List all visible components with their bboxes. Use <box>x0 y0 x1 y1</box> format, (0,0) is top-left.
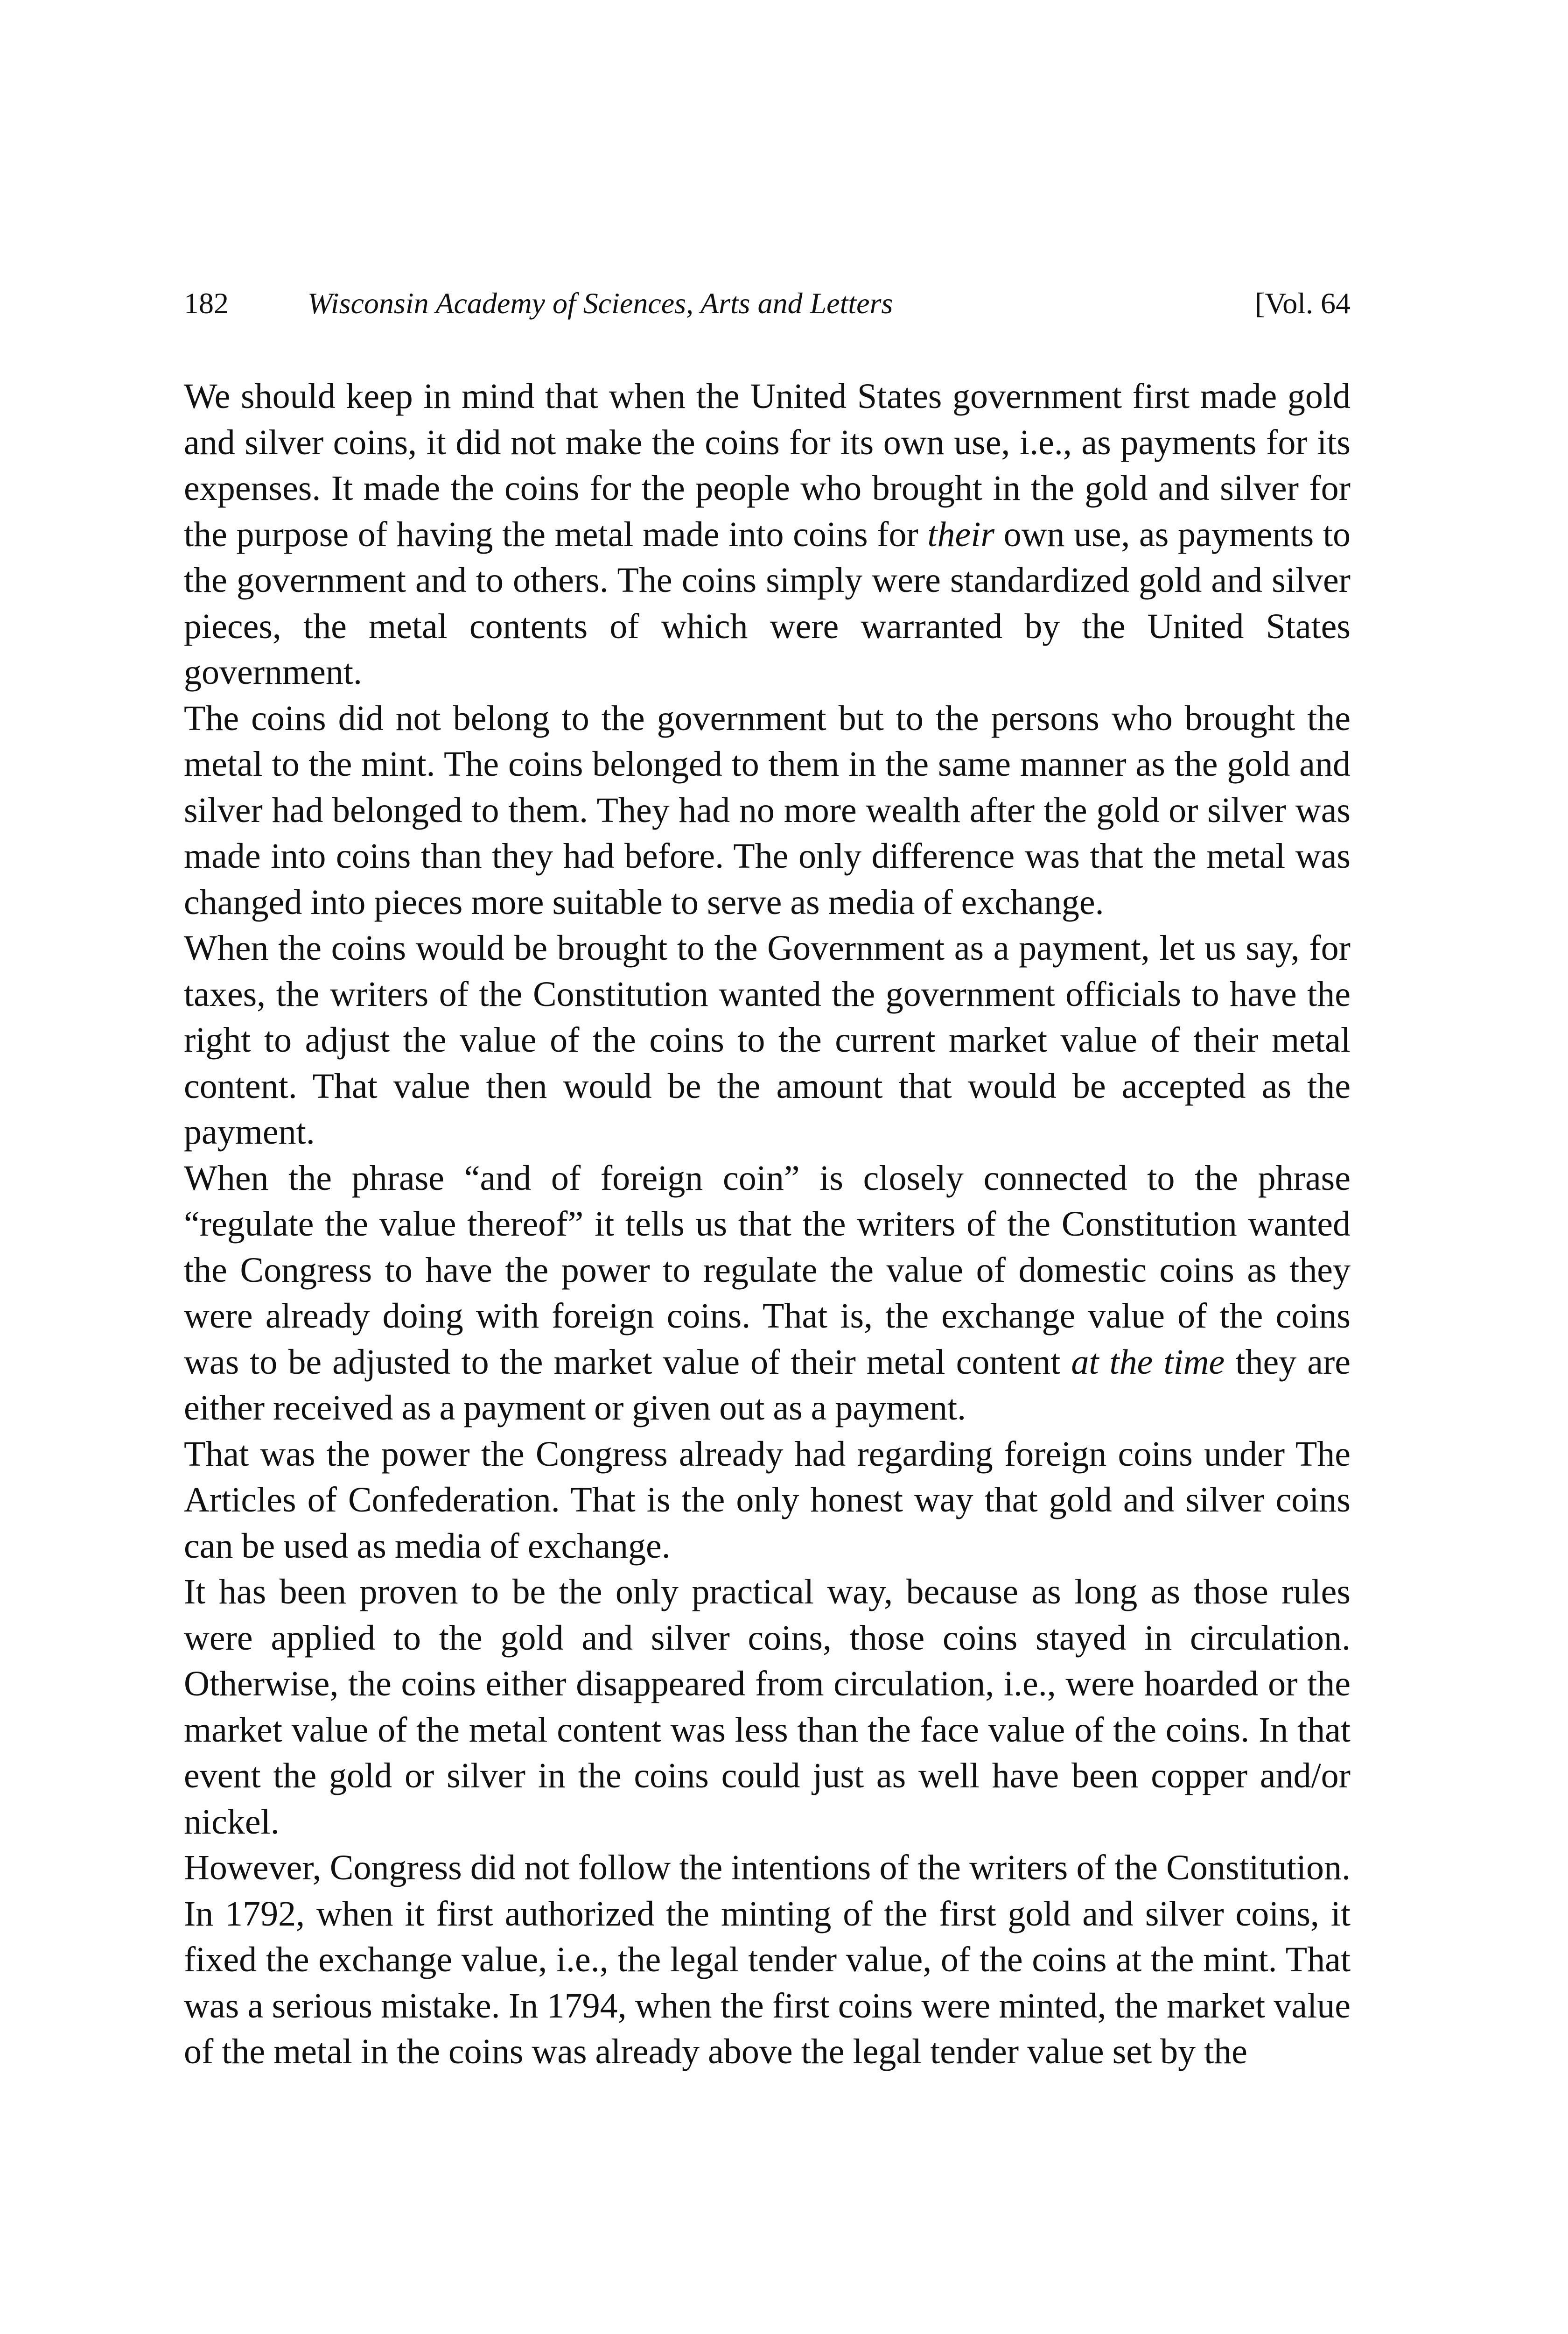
paragraph-6: It has been proven to be the only practical way, because as long as those rules were applied to the gold and silver coins, those coins stayed in circulation. Otherwise, the coins either disappeared from circulation, i.e., were hoarded or the market value of the metal content was less than the face value of the coins. In that event the gold or silver in the coins could just as well have been copper and/or nickel. <box>184 1572 1351 1842</box>
paragraph-4 <box>184 1155 1351 1431</box>
paragraph-7: However, Congress did not follow the intentions of the writers of the Constitution. In 1792, when it first authorized the minting of the first gold and silver coins, it fixed the exchange value, i.e., the legal tender value, of the coins at the mint. That was a serious mistake. In 1794, when the first coins were minted, the market value of the metal in the coins was already above the legal tender value set by the <box>184 1848 1351 2071</box>
paragraph-4-text-before: When the phrase “and of foreign coin” is closely connected to the phrase “regulate the value thereof” it tells us that the writers of the Constitution wanted the Congress to have the power to regulate the value of domestic coins as they were already doing with foreign coins. That is, the exchange value of the coins was to be adjusted to the market value of their metal content <box>184 1158 1351 1382</box>
page-number: 182 <box>184 287 229 320</box>
paragraph-3: When the coins would be brought to the Government as a payment, let us say, for taxes, the writers of the Constitution wanted the government officials to have the right to adjust the value of the coins to the current market value of their metal content. That value then would be the amount that would be accepted as the payment. <box>184 928 1351 1152</box>
paragraph-1 <box>184 373 1351 696</box>
running-header <box>184 280 1351 327</box>
paragraph-1-text-after: own use, as payments to the government and to others. The coins simply were standardized gold and silver pieces, the metal contents of which were warranted by the United States government. <box>184 514 1351 692</box>
paragraph-5: That was the power the Congress already had regarding foreign coins under The Articles of Confederation. That is the only honest way that gold and silver coins can be used as media of exchange. <box>184 1434 1351 1566</box>
body-text <box>184 373 1351 2075</box>
paragraph-1-text-before: We should keep in mind that when the United States government first made gold and silver coins, it did not make the coins for its own use, i.e., as payments for its expenses. It made the coins for the people who brought in the gold and silver for the purpose of having the metal made into coins for <box>184 377 1351 554</box>
paragraph-4-text-after: they are either received as a payment or given out as a payment. <box>184 1342 1351 1427</box>
paragraph-1-emphasis: their <box>927 514 994 554</box>
paragraph-2: The coins did not belong to the government but to the persons who brought the metal to the mint. The coins belonged to them in the same manner as the gold and silver had belonged to them. They had no more wealth after the gold or silver was made into coins than they had before. The only difference was that the metal was changed into pieces more suitable to serve as media of exchange. <box>184 698 1351 922</box>
volume-label: [Vol. 64 <box>1254 287 1351 320</box>
journal-title: Wisconsin Academy of Sciences, Arts and Letters <box>308 287 893 320</box>
paragraph-4-emphasis: at the time <box>1071 1342 1225 1382</box>
